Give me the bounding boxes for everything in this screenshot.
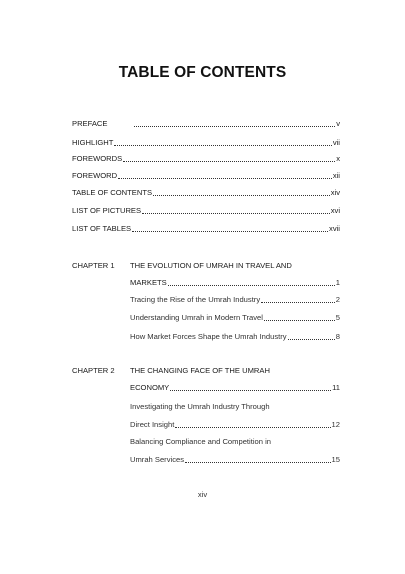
toc-entry-label: Direct Insight xyxy=(130,420,175,429)
dot-leader xyxy=(134,126,335,127)
dot-leader xyxy=(168,285,335,286)
dot-leader xyxy=(118,178,332,179)
page-number: xiv xyxy=(197,490,208,499)
toc-entry-page: xii xyxy=(332,171,340,180)
toc-entry-label: LIST OF PICTURES xyxy=(72,206,142,215)
toc-entry-preface[interactable] xyxy=(72,119,340,129)
toc-entry-label: FOREWORDS xyxy=(72,154,123,163)
dot-leader xyxy=(123,161,335,162)
toc-entry-section[interactable] xyxy=(130,455,340,465)
toc-entry-label: PREFACE xyxy=(72,119,108,128)
toc-entry-chapter-1[interactable] xyxy=(130,278,340,288)
toc-entry-page: xvii xyxy=(329,224,340,233)
dot-leader xyxy=(114,145,331,146)
dot-leader xyxy=(185,462,331,463)
toc-entry-section[interactable] xyxy=(130,295,340,305)
toc-entry-page: x xyxy=(336,154,340,163)
toc-entry-label: FOREWORD xyxy=(72,171,118,180)
toc-entry-label: How Market Forces Shape the Umrah Industry xyxy=(130,332,287,341)
toc-entry-foreword[interactable] xyxy=(72,171,340,181)
dot-leader xyxy=(132,231,328,232)
toc-entry-label: Tracing the Rise of the Umrah Industry xyxy=(130,295,261,304)
toc-entry-highlight[interactable] xyxy=(72,138,340,148)
toc-entry-list-of-tables[interactable] xyxy=(72,224,340,234)
toc-entry-page: xvi xyxy=(330,206,340,215)
toc-entry-chapter-2[interactable] xyxy=(130,383,340,393)
chapter-1-title: THE EVOLUTION OF UMRAH IN TRAVEL AND xyxy=(130,261,292,270)
toc-entry-page: v xyxy=(336,119,340,128)
toc-entry-page: 1 xyxy=(335,278,340,287)
toc-entry-section[interactable] xyxy=(130,313,340,323)
toc-entry-label: Understanding Umrah in Modern Travel xyxy=(130,313,263,322)
toc-entry-page: xiv xyxy=(330,188,340,197)
toc-entry-section-line1[interactable]: Investigating the Umrah Industry Through xyxy=(130,402,270,411)
dot-leader xyxy=(170,390,331,391)
chapter-2-label: CHAPTER 2 xyxy=(72,366,115,375)
toc-entry-section-line1[interactable]: Balancing Compliance and Competition in xyxy=(130,437,271,446)
toc-entry-page: 11 xyxy=(332,383,340,392)
toc-entry-page: 5 xyxy=(335,313,340,322)
dot-leader xyxy=(261,302,335,303)
toc-entry-label: LIST OF TABLES xyxy=(72,224,132,233)
chapter-2-title: THE CHANGING FACE OF THE UMRAH xyxy=(130,366,270,375)
chapter-1-label: CHAPTER 1 xyxy=(72,261,115,270)
toc-entry-page: 15 xyxy=(331,455,340,464)
toc-entry-table-of-contents[interactable] xyxy=(72,188,340,198)
page-title: TABLE OF CONTENTS xyxy=(118,64,287,81)
dot-leader xyxy=(175,427,330,428)
toc-entry-label: HIGHLIGHT xyxy=(72,138,114,147)
dot-leader xyxy=(142,213,330,214)
toc-entry-section[interactable] xyxy=(130,332,340,342)
toc-entry-section[interactable] xyxy=(130,420,340,430)
toc-entry-page: 12 xyxy=(331,420,340,429)
toc-entry-page: vii xyxy=(332,138,340,147)
dot-leader xyxy=(288,339,335,340)
toc-entry-page: 2 xyxy=(335,295,340,304)
toc-entry-label: TABLE OF CONTENTS xyxy=(72,188,153,197)
toc-entry-label: Umrah Services xyxy=(130,455,185,464)
dot-leader xyxy=(264,320,335,321)
dot-leader xyxy=(153,195,330,196)
toc-entry-page: 8 xyxy=(335,332,340,341)
toc-entry-list-of-pictures[interactable] xyxy=(72,206,340,216)
toc-entry-forewords[interactable] xyxy=(72,154,340,164)
toc-entry-label: MARKETS xyxy=(130,278,167,287)
toc-entry-label: ECONOMY xyxy=(130,383,170,392)
